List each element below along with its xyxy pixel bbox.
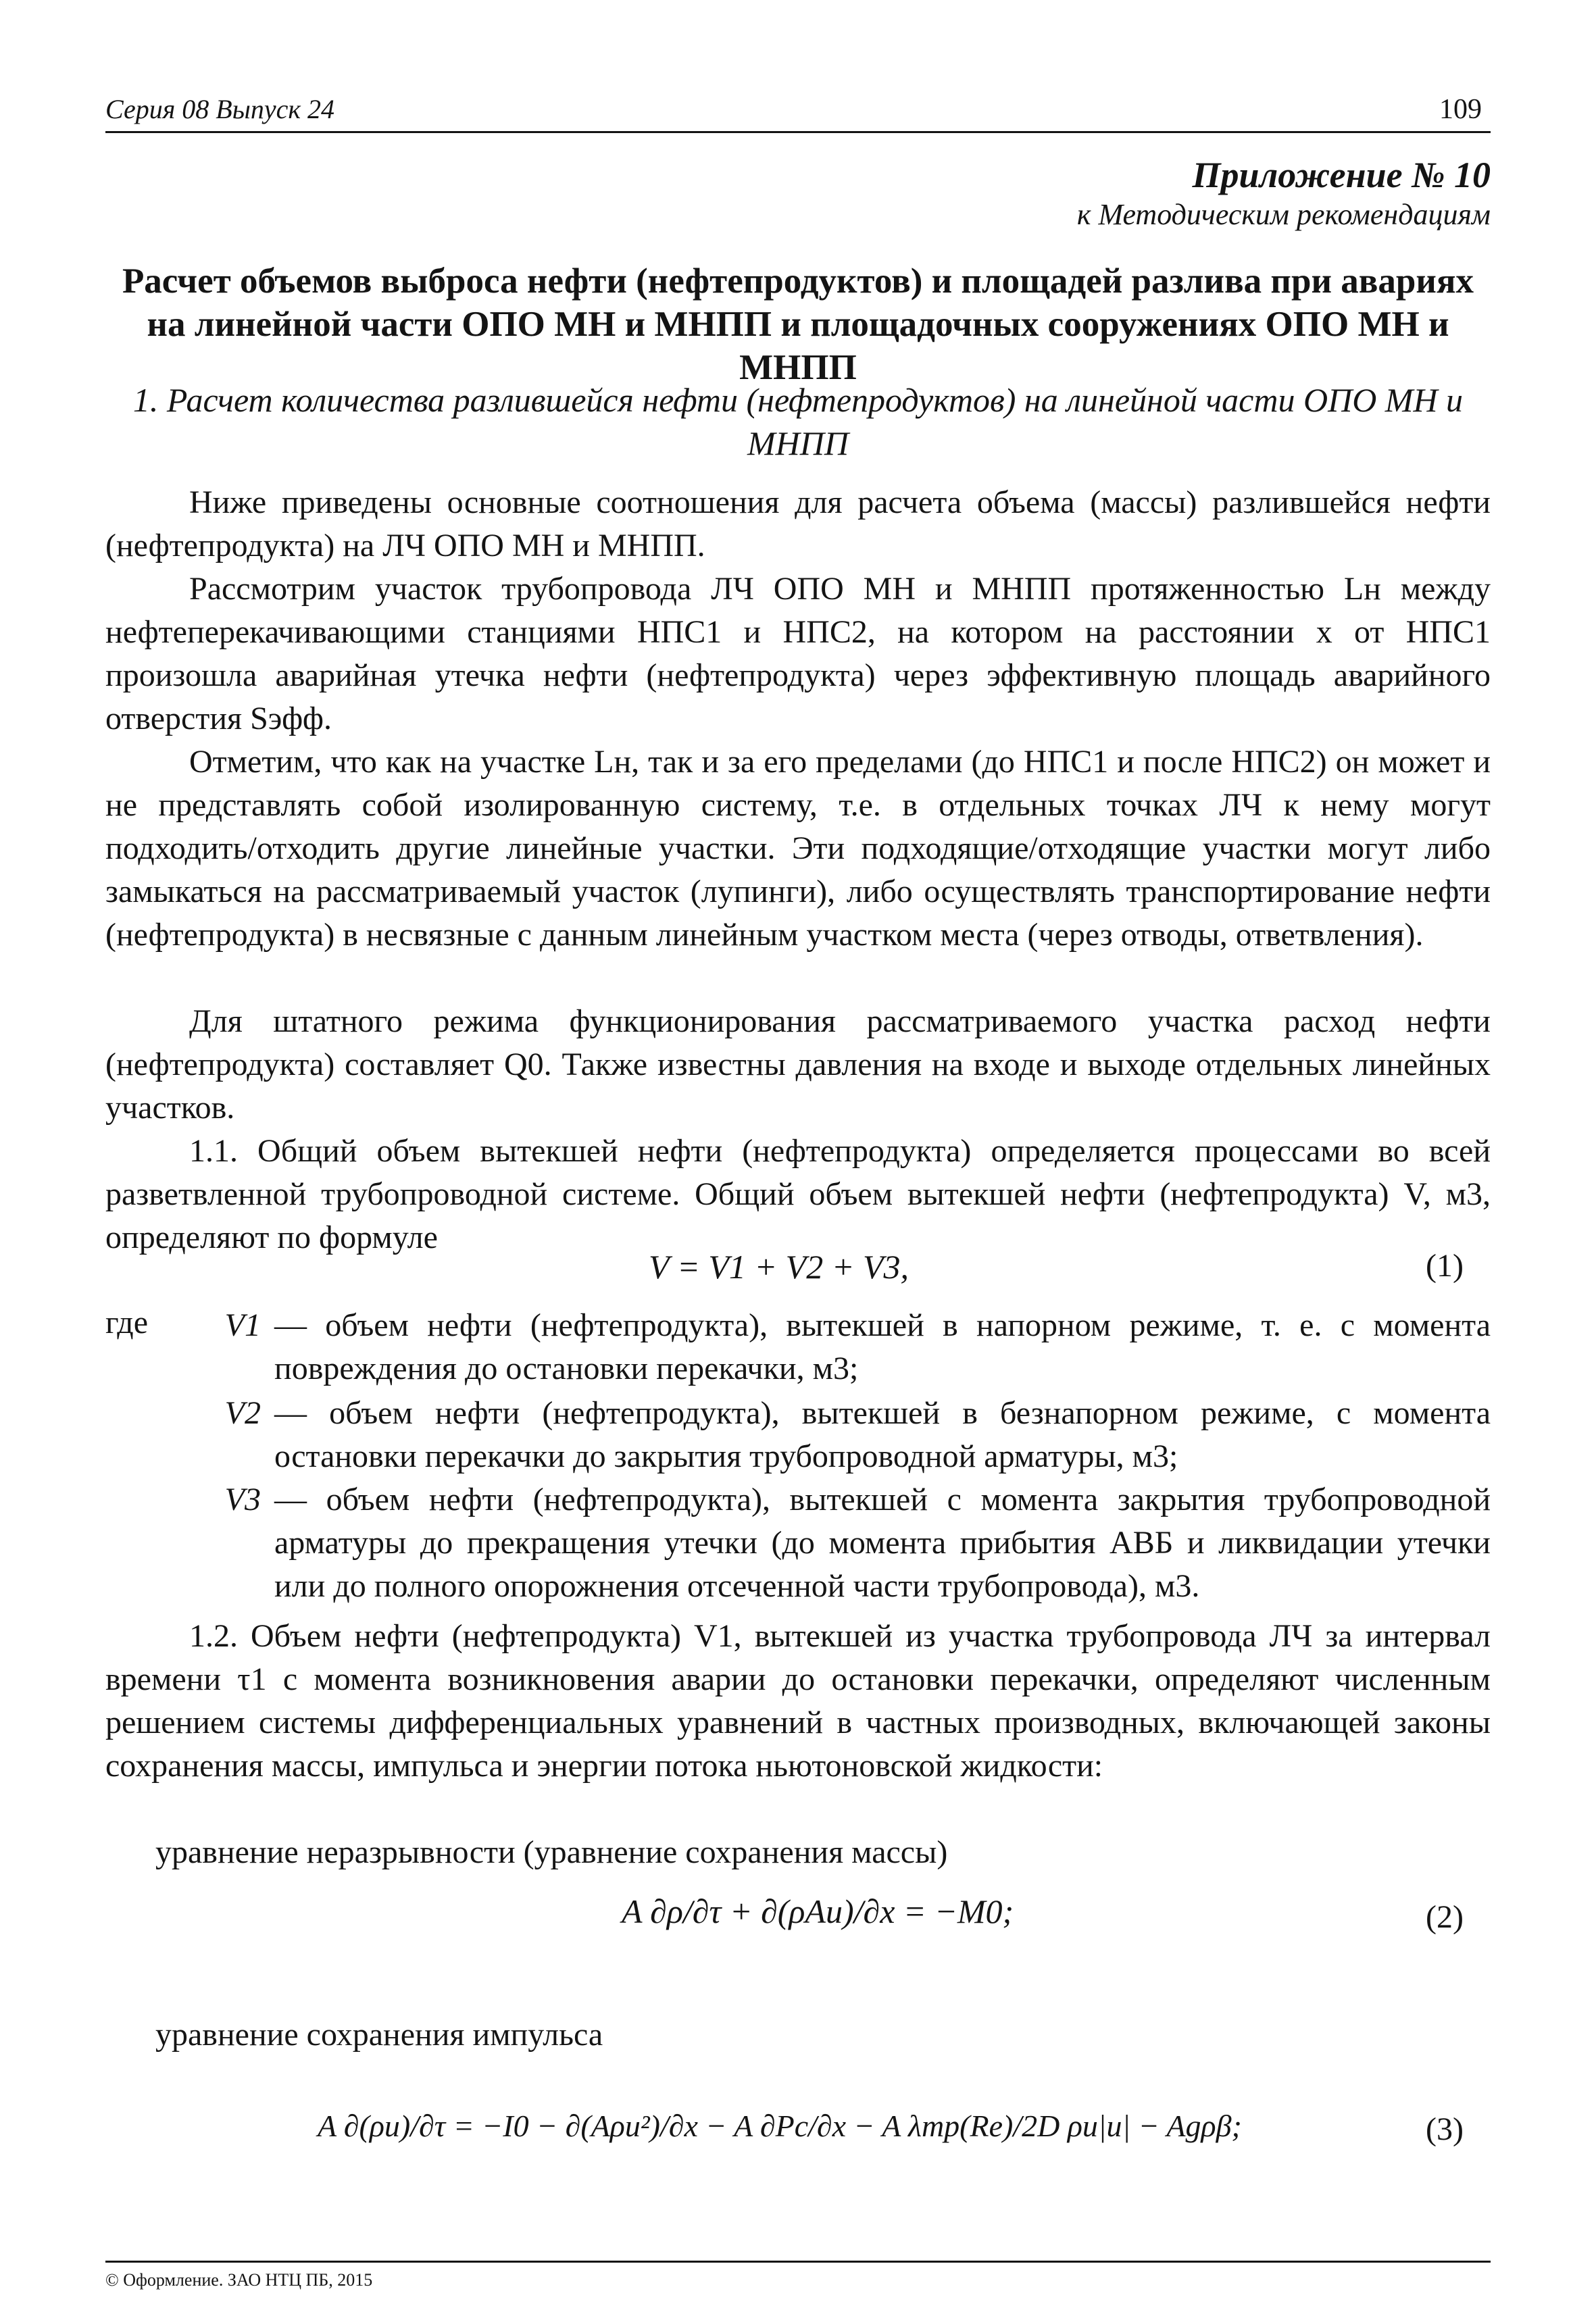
document-title: Расчет объемов выброса нефти (нефтепродуктов) и площадей разлива при авариях на линейной части ОПО МН и МНПП и площадочных сооружениях ОПО МН и МНПП: [122, 261, 1474, 387]
where-symbol: V1: [224, 1307, 261, 1343]
paragraph-momentum-label: уравнение сохранения импульса: [155, 2017, 603, 2053]
equation-2: A ∂ρ/∂τ + ∂(ρAu)/∂x = −M0;: [622, 1892, 1014, 1930]
equation-2-number: (2): [1426, 1899, 1464, 1935]
equation-3: A ∂(ρu)/∂τ = −I0 − ∂(Aρu²)/∂x − A ∂Pс/∂x − A λтр(Re)/2D ρu|u| − Agρβ;: [318, 2109, 1242, 2143]
footer-rule: [105, 2261, 1491, 2263]
where-item: [105, 1304, 1491, 1390]
appendix-label: Приложение № 10: [1192, 155, 1491, 195]
section-heading: 1. Расчет количества разлившейся нефти (нефтепродуктов) на линейной части ОПО МН и МНПП: [132, 381, 1464, 462]
equation-1: V = V1 + V2 + V3,: [649, 1248, 909, 1286]
running-header: Серия 08 Выпуск 24: [105, 94, 335, 124]
where-text: — объем нефти (нефтепродукта), вытекшей в напорном режиме, т. е. с момента повреждения до остановки перекачки, м3;: [274, 1307, 1491, 1386]
paragraph-1-2: 1.2. Объем нефти (нефтепродукта) V1, вытекшей из участка трубопровода ЛЧ за интервал времени τ1 с момента возникновения аварии до остановки перекачки, определяют численным решением системы дифференциальных уравнений в частных производных, включающей законы сохранения массы, импульса и энергии потока ньютоновской жидкости:: [105, 1618, 1491, 1784]
paragraph-1-1: 1.1. Общий объем вытекшей нефти (нефтепродукта) определяется процессами во всей разветвленной трубопроводной системе. Общий объем вытекшей нефти (нефтепродукта) V, м3, определяют по формуле: [105, 1133, 1491, 1255]
where-symbol: V3: [224, 1482, 261, 1517]
paragraph-section-description: Рассмотрим участок трубопровода ЛЧ ОПО МН и МНПП протяженностью Lн между нефтеперекачивающими станциями НПС1 и НПС2, на котором на расстоянии x от НПС1 произошла аварийная утечка нефти (нефтепродукта) через эффективную площадь аварийного отверстия Sэфф.: [105, 571, 1491, 736]
where-text: — объем нефти (нефтепродукта), вытекшей с момента закрытия трубопроводной арматуры до прекращения утечки (до момента прибытия АВБ и ликвидации утечки или до полного опорожнения отсеченной части трубопровода), м3.: [274, 1482, 1491, 1604]
where-item: [105, 1392, 1491, 1478]
where-symbol: V2: [224, 1395, 261, 1431]
paragraph-intro: Ниже приведены основные соотношения для расчета объема (массы) разлившейся нефти (нефтепродукта) на ЛЧ ОПО МН и МНПП.: [105, 484, 1491, 563]
appendix-subtitle: к Методическим рекомендациям: [1076, 198, 1491, 231]
paragraph-regime: Для штатного режима функционирования рассматриваемого участка расход нефти (нефтепродукта) составляет Q0. Также известны давления на входе и выходе отдельных линейных участков.: [105, 1003, 1491, 1126]
equation-1-number: (1): [1426, 1248, 1464, 1284]
paragraph-continuity-label: уравнение неразрывности (уравнение сохранения массы): [155, 1834, 948, 1870]
footer-copyright: © Оформление. ЗАО НТЦ ПБ, 2015: [105, 2270, 373, 2290]
equation-3-number: (3): [1426, 2111, 1464, 2147]
header-rule: [105, 131, 1491, 133]
where-item: [105, 1478, 1491, 1608]
page-number: 109: [1439, 94, 1482, 125]
paragraph-system-note: Отметим, что как на участке Lн, так и за его пределами (до НПС1 и после НПС2) он может и не представлять собой изолированную систему, т.е. в отдельных точках ЛЧ к нему могут подходить/отходить другие линейные участки. Эти подходящие/отходящие участки могут либо замыкаться на рассматриваемый участок (лупинги), либо осуществлять транспортирование нефти (нефтепродукта) в несвязные с данным линейным участком места (через отводы, ответвления).: [105, 744, 1491, 953]
where-text: — объем нефти (нефтепродукта), вытекшей в безнапорном режиме, с момента остановки перекачки до закрытия трубопроводной арматуры, м3;: [274, 1395, 1491, 1474]
where-lead: где: [105, 1305, 149, 1340]
